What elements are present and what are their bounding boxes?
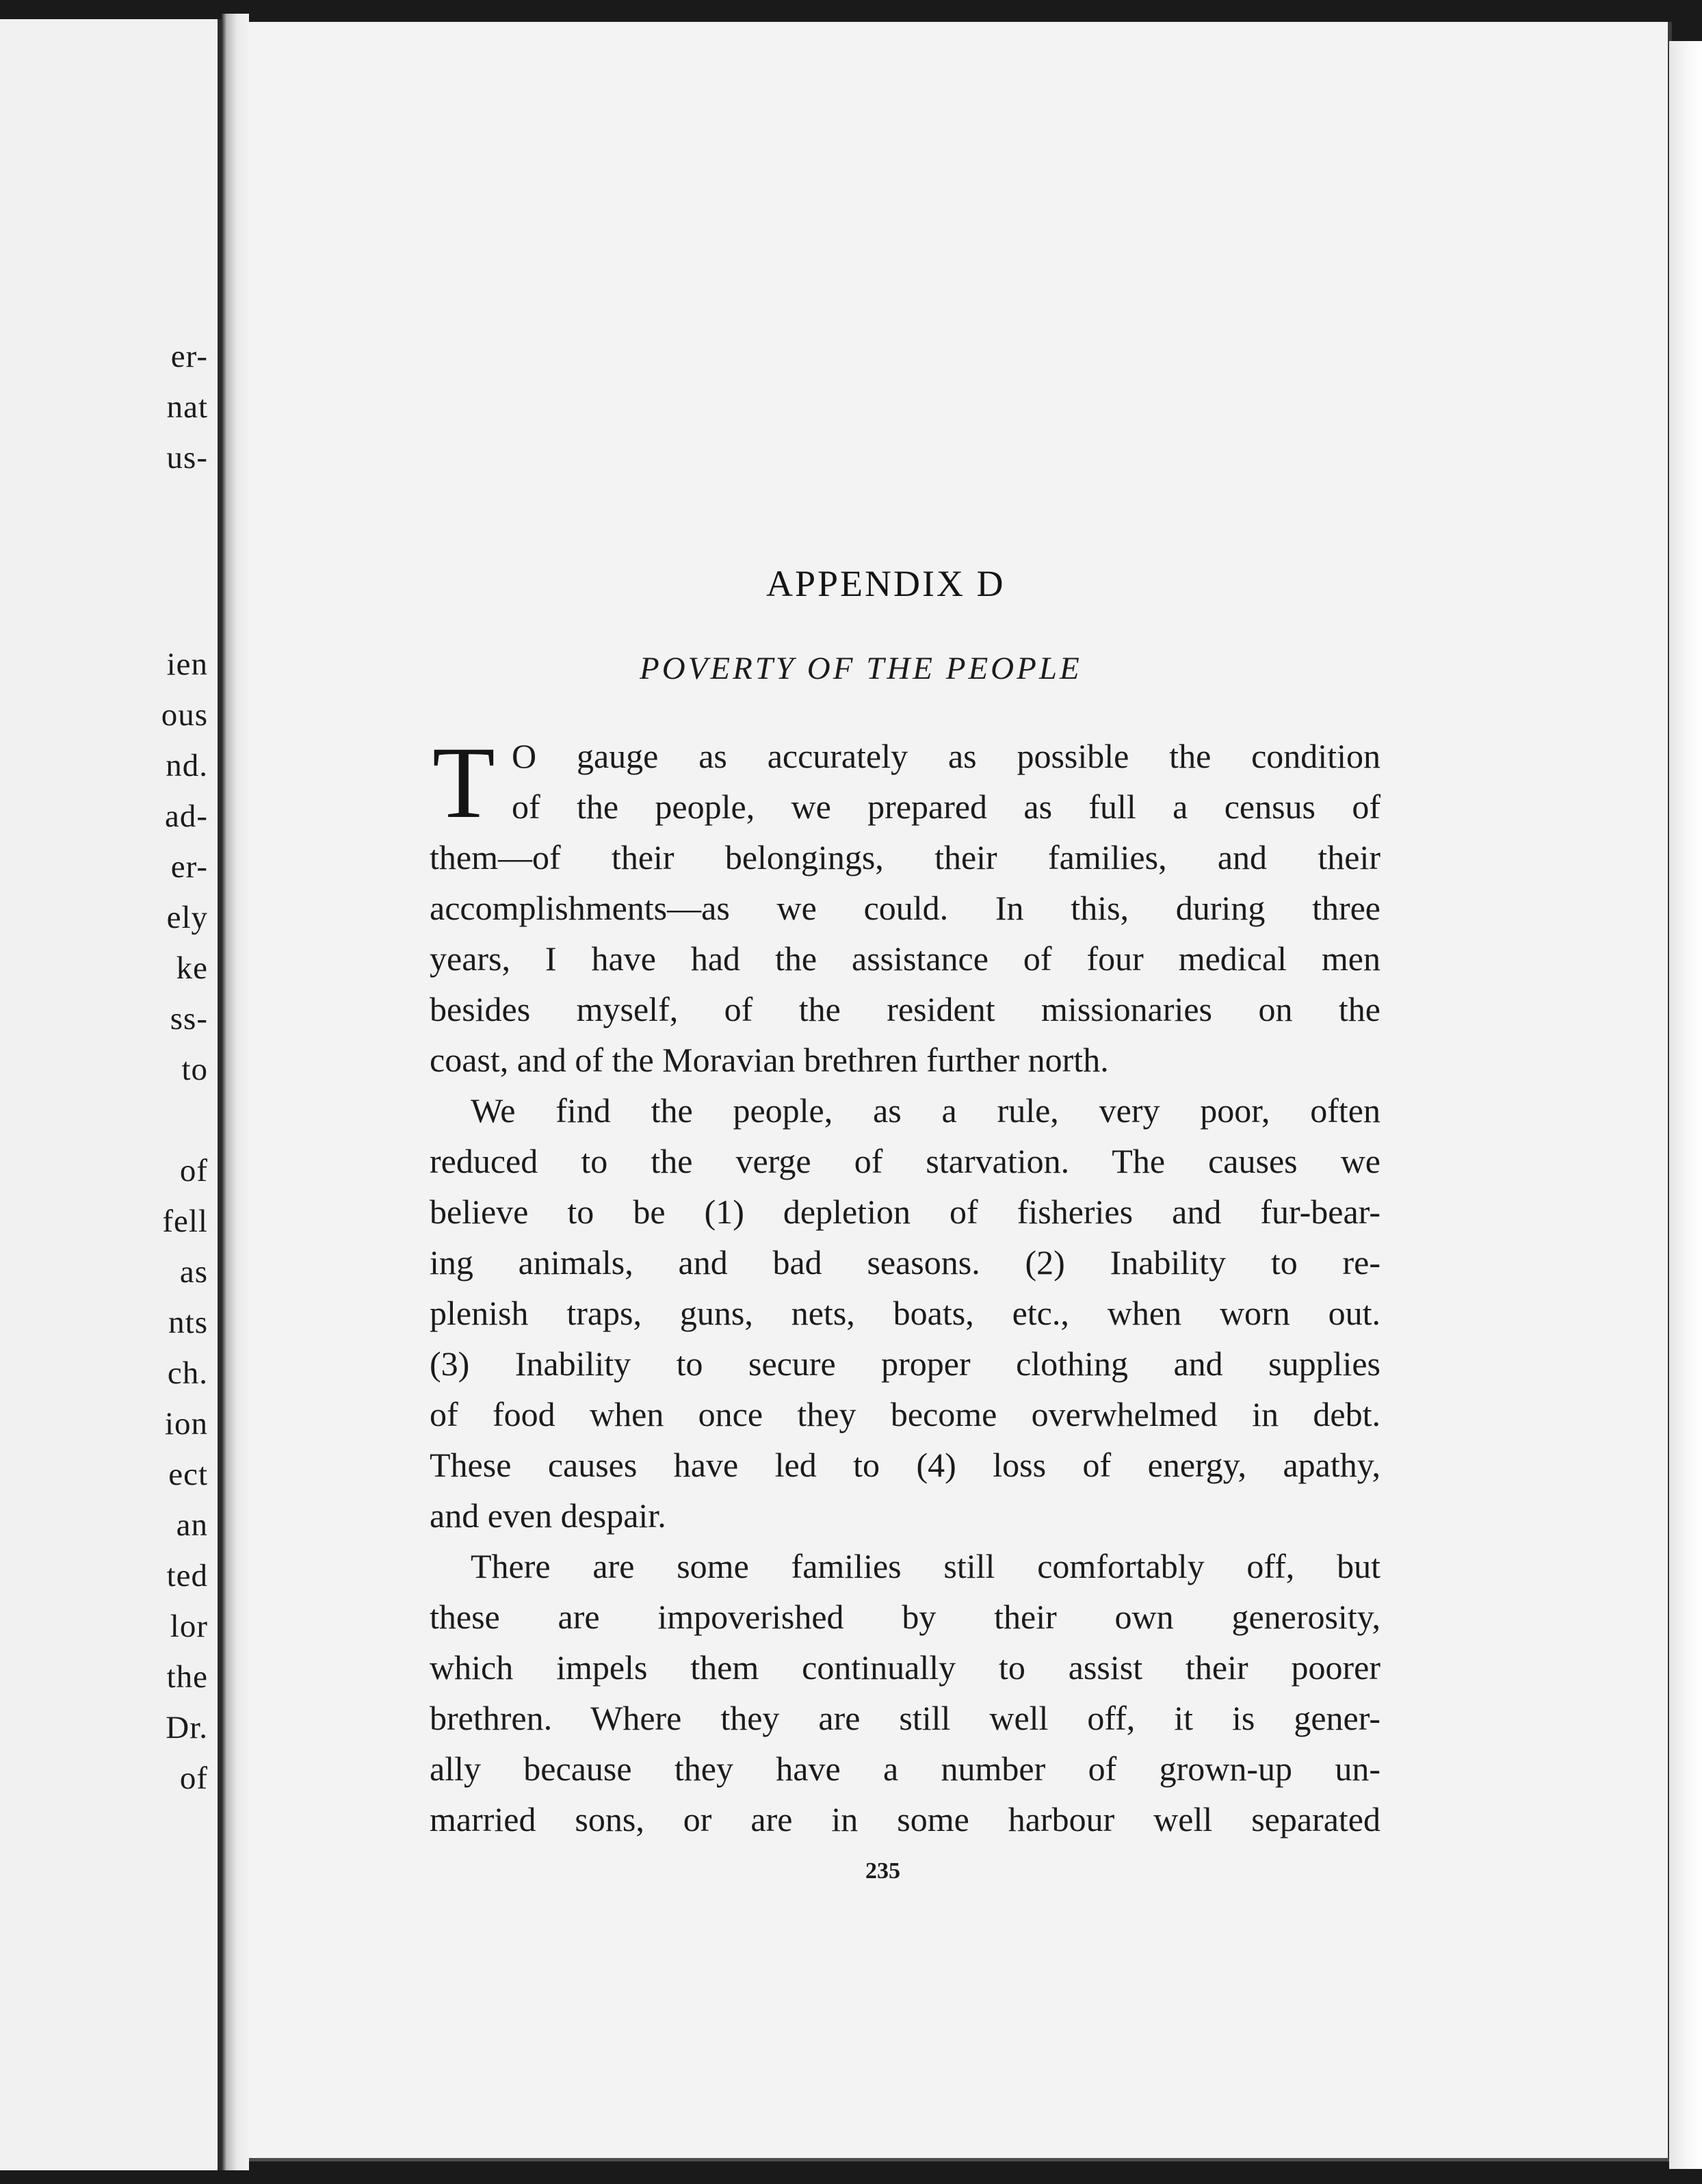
page-edge [1669, 41, 1702, 2169]
fragment: ted [166, 1558, 208, 1594]
fragment: ch. [167, 1355, 208, 1391]
fragment: nat [166, 389, 208, 425]
facing-page-fragment [0, 19, 222, 2174]
fragment: ss- [170, 1001, 208, 1037]
fragment: ion [164, 1406, 208, 1442]
text-line: believe to be (1) depletion of fisheries and fur-bear- [430, 1193, 1380, 1231]
text-line: accomplishments—as we could. In this, during three [430, 889, 1380, 927]
book-gutter [222, 14, 249, 2179]
fragment: an [176, 1507, 208, 1543]
fragment: the [166, 1659, 208, 1695]
fragment: lor [170, 1609, 208, 1644]
text-line: of the people, we prepared as full a census of [512, 788, 1380, 826]
text-line: coast, and of the Moravian brethren further north. [430, 1041, 1109, 1079]
text-line: plenish traps, guns, nets, boats, etc., when worn out. [430, 1294, 1380, 1332]
text-line: There are some families still comfortably off, but [471, 1547, 1380, 1585]
text-line: brethren. Where they are still well off, it is gener- [430, 1699, 1380, 1737]
fragment: er- [170, 849, 208, 885]
fragment: Dr. [166, 1710, 208, 1745]
fragment: ect [168, 1457, 208, 1492]
drop-cap: T [432, 726, 495, 840]
appendix-subheading: POVERTY OF THE PEOPLE [640, 651, 1082, 686]
text-line: these are impoverished by their own generosity, [430, 1598, 1380, 1636]
text-line: (3) Inability to secure proper clothing and supplies [430, 1344, 1380, 1383]
fragment: to [181, 1052, 208, 1087]
fragment: nd. [166, 748, 208, 783]
fragment: fell [162, 1204, 208, 1239]
text-line: and even despair. [430, 1496, 666, 1535]
fragment: ely [166, 900, 208, 935]
fragment: ad- [164, 798, 208, 834]
appendix-heading: APPENDIX D [766, 563, 1006, 604]
text-line: which impels them continually to assist their poorer [430, 1648, 1380, 1687]
fragment: er- [170, 339, 208, 374]
fragment: as [179, 1254, 208, 1290]
fragment: of [179, 1760, 208, 1796]
text-line: These causes have led to (4) loss of energy, apathy, [430, 1446, 1380, 1484]
text-line: besides myself, of the resident missionaries on the [430, 990, 1380, 1028]
text-line: ing animals, and bad seasons. (2) Inability to re- [430, 1243, 1380, 1282]
fragment: of [179, 1153, 208, 1188]
fragment: us- [166, 440, 208, 476]
text-line: ally because they have a number of grown-up un- [430, 1750, 1380, 1788]
text-line: reduced to the verge of starvation. The causes we [430, 1142, 1380, 1180]
fragment: ke [176, 950, 208, 986]
text-line: married sons, or are in some harbour well separated [430, 1800, 1380, 1838]
scan-border [0, 2170, 1702, 2184]
text-line: them—of their belongings, their families, and their [430, 838, 1380, 876]
fragment: ien [166, 647, 208, 682]
text-line: years, I have had the assistance of four medical men [430, 939, 1380, 978]
fragment: nts [168, 1305, 208, 1340]
text-line: O gauge as accurately as possible the condition [512, 737, 1380, 775]
text-line: We find the people, as a rule, very poor, often [471, 1091, 1380, 1130]
page-number: 235 [865, 1858, 900, 1884]
text-line: of food when once they become overwhelmed in debt. [430, 1395, 1380, 1433]
fragment: ous [161, 697, 208, 733]
